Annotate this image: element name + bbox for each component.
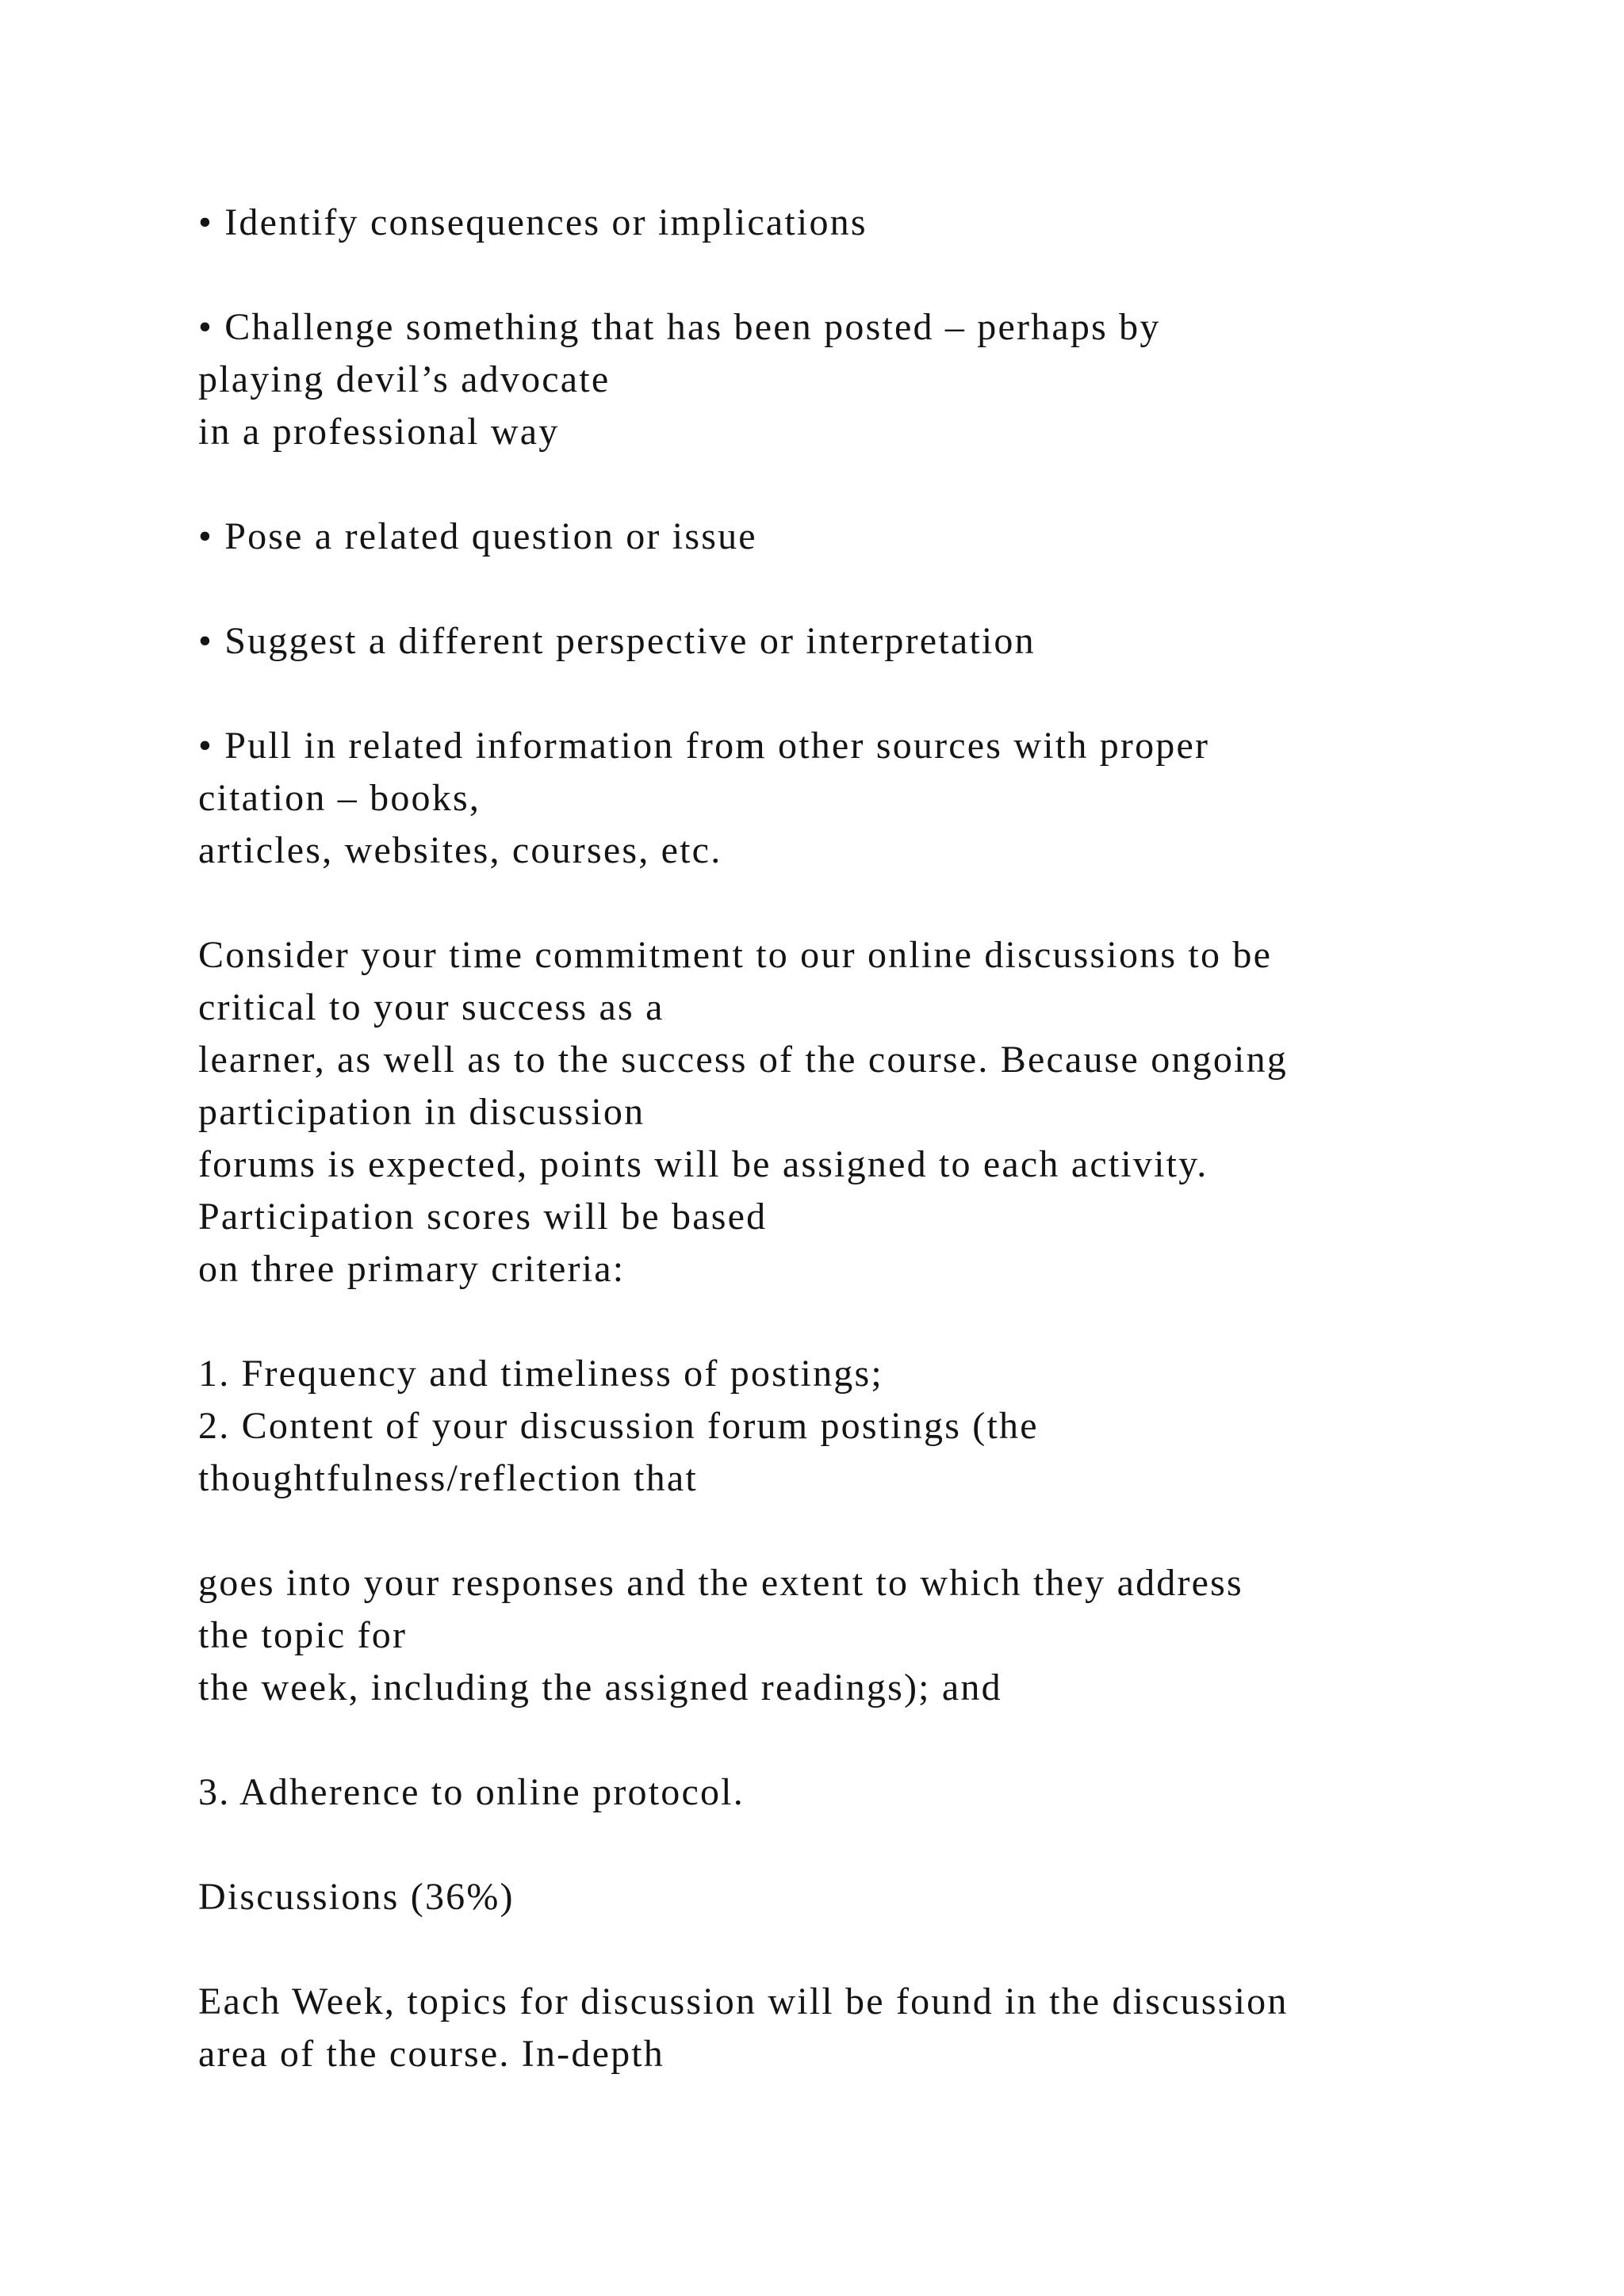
paragraph-gap: [198, 1505, 1546, 1557]
text-line: the topic for: [198, 1614, 408, 1656]
paragraph-adherence: [198, 1766, 1546, 1819]
text-line: • Challenge something that has been posted – perhaps by: [198, 306, 1161, 348]
document-body: [198, 197, 1546, 2080]
text-line: • Pose a related question or issue: [198, 515, 757, 557]
text-line: Participation scores will be based: [198, 1196, 768, 1238]
paragraph-gap: [198, 1819, 1546, 1871]
paragraph-gap: [198, 1295, 1546, 1348]
text-line: • Identify consequences or implications: [198, 201, 868, 243]
text-line: in a professional way: [198, 411, 560, 453]
text-line: playing devil’s advocate: [198, 358, 611, 400]
paragraph-each-week: [198, 1976, 1546, 2080]
paragraph-gap: [198, 877, 1546, 929]
text-line: • Suggest a different perspective or interpretation: [198, 620, 1036, 662]
paragraph-pose: [198, 511, 1546, 563]
paragraph-pull-in: [198, 720, 1546, 877]
text-line: participation in discussion: [198, 1091, 645, 1133]
text-line: thoughtfulness/reflection that: [198, 1457, 698, 1499]
paragraph-gap: [198, 563, 1546, 615]
text-line: 3. Adherence to online protocol.: [198, 1771, 745, 1813]
paragraph-suggest: [198, 615, 1546, 668]
paragraph-criteria-list: [198, 1348, 1546, 1505]
text-line: Each Week, topics for discussion will be found in the discussion: [198, 1980, 1289, 2022]
paragraph-challenge: [198, 301, 1546, 458]
paragraph-gap: [198, 1923, 1546, 1976]
text-line: area of the course. In-depth: [198, 2033, 665, 2075]
text-line: learner, as well as to the success of the course. Because ongoing: [198, 1039, 1288, 1081]
text-line: on three primary criteria:: [198, 1248, 626, 1290]
text-line: • Pull in related information from other sources with proper: [198, 725, 1210, 767]
paragraph-criteria-continued: [198, 1557, 1546, 1714]
text-line: Consider your time commitment to our online discussions to be: [198, 934, 1273, 976]
section-heading-discussions: [198, 1871, 1546, 1923]
paragraph-gap: [198, 668, 1546, 720]
text-line: forums is expected, points will be assigned to each activity.: [198, 1143, 1208, 1185]
text-line: articles, websites, courses, etc.: [198, 829, 722, 871]
text-line: 2. Content of your discussion forum postings (the: [198, 1405, 1039, 1447]
text-line: critical to your success as a: [198, 986, 665, 1028]
paragraph-identify: [198, 197, 1546, 249]
paragraph-time-commitment: [198, 929, 1546, 1295]
paragraph-gap: [198, 249, 1546, 301]
text-line: the week, including the assigned readings); and: [198, 1667, 1002, 1709]
text-line: Discussions (36%): [198, 1876, 515, 1918]
text-line: citation – books,: [198, 777, 481, 819]
text-line: goes into your responses and the extent to which they address: [198, 1562, 1243, 1604]
paragraph-gap: [198, 458, 1546, 511]
paragraph-gap: [198, 1714, 1546, 1766]
text-line: 1. Frequency and timeliness of postings;: [198, 1353, 883, 1395]
